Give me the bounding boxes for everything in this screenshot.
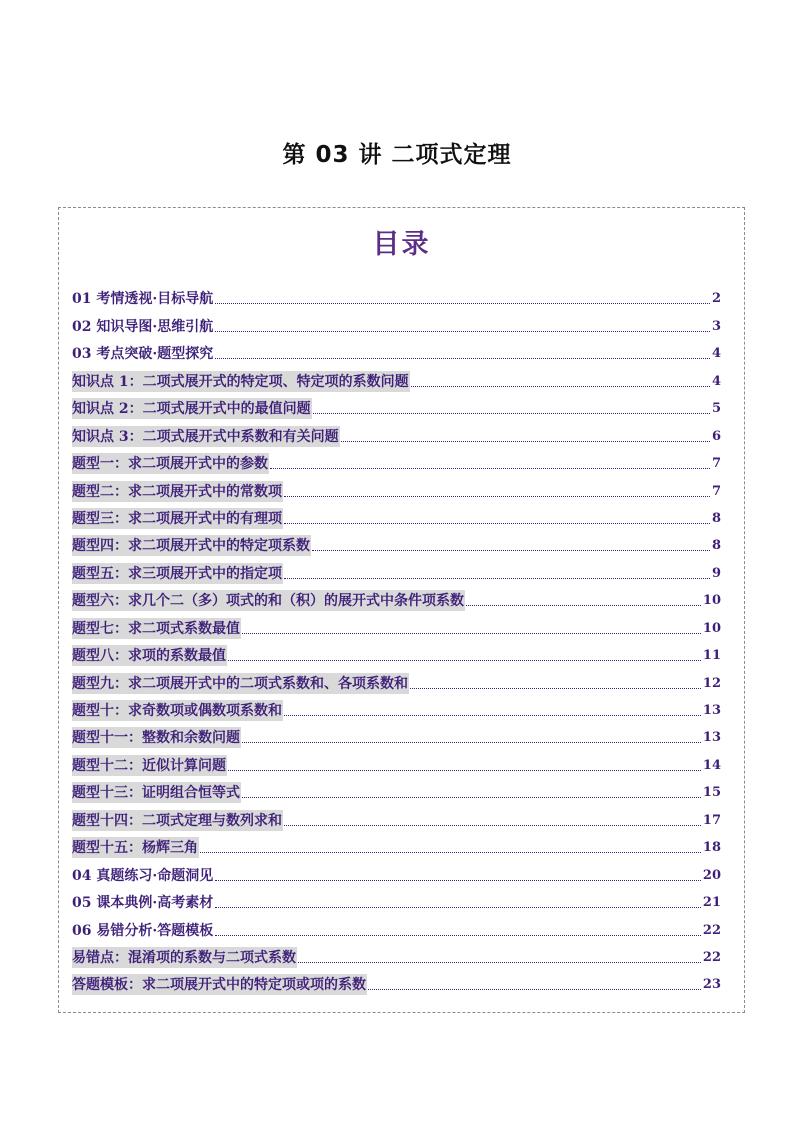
toc-entry-page-number[interactable]: 10 — [702, 620, 721, 636]
toc-entry-title[interactable]: 题型六：求几个二（多）项式的和（积）的展开式中条件项系数 — [72, 590, 465, 611]
dot-leader — [284, 714, 701, 716]
dot-leader — [215, 906, 701, 908]
toc-entry[interactable] — [72, 639, 721, 666]
dot-leader — [284, 495, 710, 497]
document-title: 第 03 讲 二项式定理 — [282, 142, 512, 168]
toc-entry-title[interactable]: 题型九：求二项展开式中的二项式系数和、各项系数和 — [72, 673, 409, 694]
toc-entry[interactable] — [72, 941, 721, 968]
toc-entry-title[interactable]: 题型十二：近似计算问题 — [72, 755, 227, 776]
toc-entry[interactable] — [72, 611, 721, 638]
toc-entry[interactable] — [72, 666, 721, 693]
toc-entry-title[interactable]: 03 考点突破·题型探究 — [72, 346, 214, 363]
toc-entry[interactable] — [72, 858, 721, 885]
toc-entry-title[interactable]: 知识点 2：二项式展开式中的最值问题 — [72, 398, 312, 419]
toc-entry-page-number[interactable]: 5 — [711, 401, 721, 417]
toc-entry-title[interactable]: 题型三：求二项展开式中的有理项 — [72, 508, 283, 529]
dot-leader — [341, 440, 710, 442]
toc-entry[interactable] — [72, 309, 721, 336]
toc-entry-page-number[interactable]: 14 — [702, 757, 721, 773]
toc-entry-page-number[interactable]: 15 — [702, 785, 721, 801]
toc-entry-title[interactable]: 01 考情透视·目标导航 — [72, 291, 214, 308]
toc-entry[interactable] — [72, 364, 721, 391]
dot-leader — [215, 934, 701, 936]
toc-entry-page-number[interactable]: 12 — [702, 675, 721, 691]
toc-entry[interactable] — [72, 337, 721, 364]
dot-leader — [242, 632, 701, 634]
dot-leader — [215, 879, 701, 881]
toc-entry-page-number[interactable]: 18 — [702, 840, 721, 856]
dot-leader — [298, 961, 701, 963]
toc-entry[interactable] — [72, 529, 721, 556]
toc-entry-title[interactable]: 知识点 1：二项式展开式的特定项、特定项的系数问题 — [72, 371, 410, 392]
dot-leader — [410, 687, 701, 689]
dot-leader — [242, 796, 701, 798]
dot-leader — [242, 741, 701, 743]
toc-entry-title[interactable]: 题型十一：整数和余数问题 — [72, 727, 241, 748]
toc-entry[interactable] — [72, 776, 721, 803]
toc-entry-title[interactable]: 06 易错分析·答题模板 — [72, 922, 214, 939]
toc-entry-title[interactable]: 答题模板：求二项展开式中的特定项或项的系数 — [72, 974, 367, 995]
dot-leader — [284, 824, 701, 826]
dot-leader — [215, 302, 710, 304]
toc-entry-page-number[interactable]: 4 — [711, 373, 721, 389]
toc-entry-title[interactable]: 易错点：混淆项的系数与二项式系数 — [72, 947, 297, 968]
toc-entry[interactable] — [72, 831, 721, 858]
toc-entry-page-number[interactable]: 11 — [702, 648, 721, 664]
toc-entry[interactable] — [72, 419, 721, 446]
toc-entry-page-number[interactable]: 13 — [702, 703, 721, 718]
dot-leader — [466, 604, 701, 606]
dot-leader — [313, 412, 710, 414]
toc-entry-page-number[interactable]: 7 — [711, 456, 721, 472]
dot-leader — [270, 467, 710, 469]
toc-entry-page-number[interactable]: 3 — [711, 318, 721, 334]
table-of-contents — [58, 207, 745, 1013]
toc-entry-title[interactable]: 04 真题练习·命题洞见 — [72, 867, 214, 884]
toc-entry-title[interactable]: 题型五：求三项展开式中的指定项 — [72, 563, 283, 584]
toc-list — [72, 282, 721, 995]
toc-entry-page-number[interactable]: 21 — [702, 895, 721, 911]
toc-entry-title[interactable]: 题型十三：证明组合恒等式 — [72, 782, 241, 803]
toc-entry-page-number[interactable]: 2 — [711, 291, 721, 307]
toc-entry[interactable] — [72, 282, 721, 309]
dot-leader — [215, 357, 710, 359]
toc-entry-page-number[interactable]: 22 — [702, 922, 721, 938]
dot-leader — [228, 659, 701, 661]
toc-entry[interactable] — [72, 584, 721, 611]
dot-leader — [228, 769, 701, 771]
toc-entry-page-number[interactable]: 6 — [711, 428, 721, 444]
dot-leader — [411, 385, 710, 387]
dot-leader — [284, 522, 710, 524]
dot-leader — [368, 988, 701, 990]
toc-entry[interactable] — [72, 474, 721, 501]
toc-entry-title[interactable]: 05 课本典例·高考素材 — [72, 895, 214, 912]
toc-entry[interactable] — [72, 447, 721, 474]
toc-entry-title[interactable]: 题型十四：二项式定理与数列求和 — [72, 810, 283, 831]
dot-leader — [312, 549, 710, 551]
toc-entry-page-number[interactable]: 13 — [702, 730, 721, 746]
toc-entry-page-number[interactable]: 20 — [702, 867, 721, 883]
toc-entry-title[interactable]: 题型四：求二项展开式中的特定项系数 — [72, 535, 311, 556]
toc-entry[interactable] — [72, 803, 721, 830]
dot-leader — [215, 330, 710, 332]
toc-entry-title[interactable]: 题型八：求项的系数最值 — [72, 645, 227, 666]
toc-entry[interactable] — [72, 913, 721, 940]
toc-entry-page-number[interactable]: 7 — [711, 483, 721, 499]
toc-entry-page-number[interactable]: 22 — [702, 949, 721, 965]
toc-entry[interactable] — [72, 886, 721, 913]
toc-entry[interactable] — [72, 721, 721, 748]
toc-entry-page-number[interactable]: 4 — [711, 346, 721, 362]
dot-leader — [200, 851, 701, 853]
toc-entry[interactable] — [72, 502, 721, 529]
toc-heading: 目录 — [372, 229, 431, 260]
toc-entry-page-number[interactable]: 10 — [702, 593, 721, 609]
dot-leader — [284, 577, 710, 579]
toc-entry[interactable] — [72, 968, 721, 995]
toc-entry[interactable] — [72, 392, 721, 419]
toc-entry-title[interactable]: 知识点 3：二项式展开式中系数和有关问题 — [72, 426, 340, 447]
toc-entry-title[interactable]: 02 知识导图·思维引航 — [72, 318, 214, 335]
toc-entry[interactable] — [72, 556, 721, 583]
toc-entry-page-number[interactable]: 8 — [711, 538, 721, 554]
toc-entry-page-number[interactable]: 9 — [711, 565, 721, 581]
toc-entry-page-number[interactable]: 8 — [711, 510, 721, 526]
toc-entry-title[interactable]: 题型七：求二项式系数最值 — [72, 618, 241, 639]
toc-entry-page-number[interactable]: 23 — [702, 977, 721, 993]
toc-entry-title[interactable]: 题型一：求二项展开式中的参数 — [72, 453, 269, 474]
toc-entry-title[interactable]: 题型十五：杨辉三角 — [72, 837, 199, 858]
toc-entry-title[interactable]: 题型十：求奇数项或偶数项系数和 — [72, 700, 283, 721]
toc-entry[interactable] — [72, 748, 721, 775]
toc-entry-page-number[interactable]: 17 — [702, 812, 721, 828]
toc-entry-title[interactable]: 题型二：求二项展开式中的常数项 — [72, 481, 283, 502]
toc-entry[interactable] — [72, 694, 721, 721]
